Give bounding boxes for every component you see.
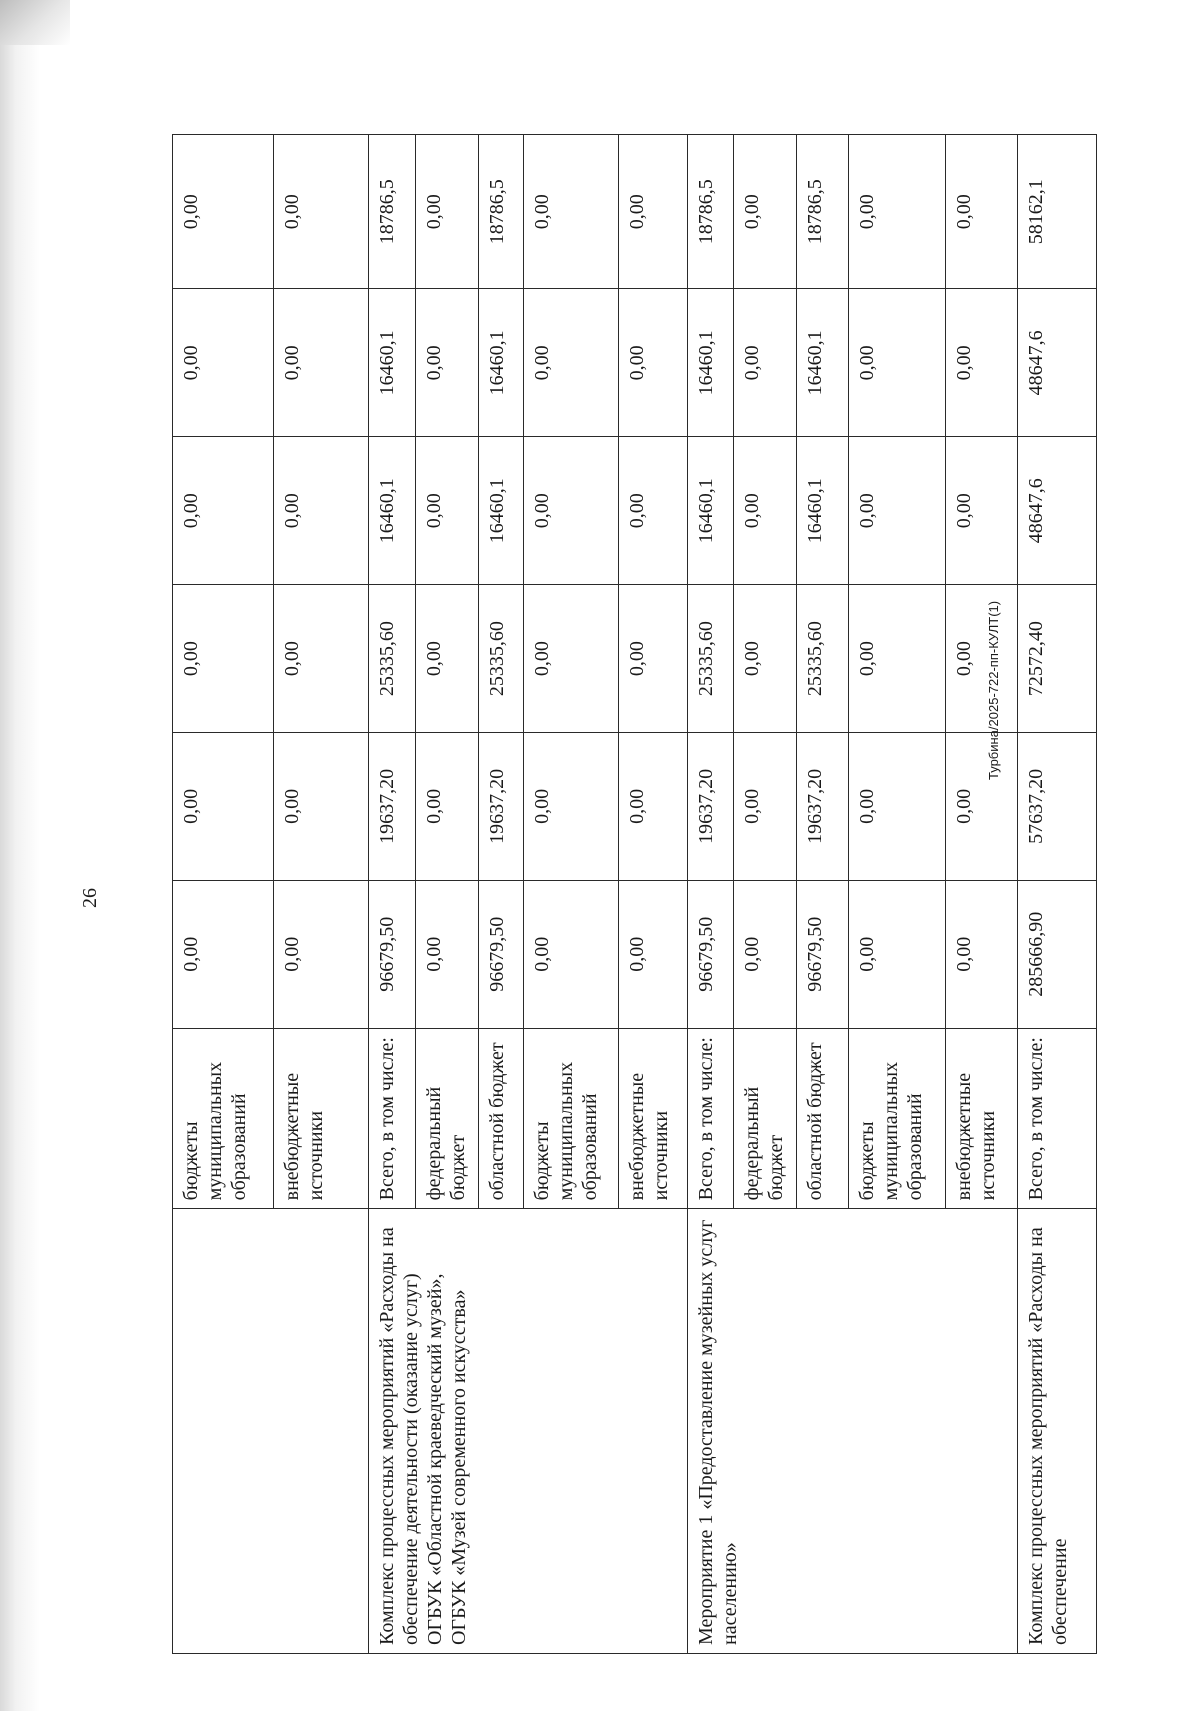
value-cell: 16460,1	[797, 289, 849, 437]
row-name-cell: Комплекс процессных мероприятий «Расходы на обеспечение	[1018, 1209, 1097, 1654]
source-cell: внебюджетные источники	[946, 1028, 1018, 1209]
value-cell: 96679,50	[478, 880, 523, 1028]
value-cell: 25335,60	[797, 585, 849, 733]
value-cell: 0,00	[734, 135, 797, 289]
value-cell: 0,00	[619, 135, 687, 289]
value-cell: 58162,1	[1018, 135, 1097, 289]
value-cell: 0,00	[274, 289, 369, 437]
value-cell: 0,00	[848, 437, 945, 585]
value-cell: 18786,5	[687, 135, 734, 289]
source-cell: бюджеты муниципальных образований	[848, 1028, 945, 1209]
value-cell: 16460,1	[478, 437, 523, 585]
source-cell: Всего, в том числе:	[687, 1028, 734, 1209]
value-cell: 0,00	[946, 437, 1018, 585]
value-cell: 0,00	[173, 585, 274, 733]
value-cell: 25335,60	[478, 585, 523, 733]
source-cell: внебюджетные источники	[619, 1028, 687, 1209]
value-cell: 0,00	[173, 880, 274, 1028]
value-cell: 16460,1	[478, 289, 523, 437]
value-cell: 0,00	[524, 880, 619, 1028]
value-cell: 0,00	[173, 437, 274, 585]
value-cell: 0,00	[946, 733, 1018, 881]
rotated-table-container	[172, 134, 1097, 1654]
row-name-cell	[173, 1209, 369, 1654]
value-cell: 0,00	[848, 289, 945, 437]
source-cell: внебюджетные источники	[274, 1028, 369, 1209]
value-cell: 0,00	[524, 437, 619, 585]
value-cell: 16460,1	[369, 289, 416, 437]
table-row	[1018, 135, 1097, 1654]
value-cell: 19637,20	[478, 733, 523, 881]
value-cell: 0,00	[415, 733, 478, 881]
value-cell: 0,00	[619, 585, 687, 733]
value-cell: 25335,60	[687, 585, 734, 733]
value-cell: 72572,40	[1018, 585, 1097, 733]
value-cell: 0,00	[848, 135, 945, 289]
value-cell: 18786,5	[369, 135, 416, 289]
source-cell: бюджеты муниципальных образований	[524, 1028, 619, 1209]
value-cell: 18786,5	[478, 135, 523, 289]
value-cell: 48647,6	[1018, 289, 1097, 437]
value-cell: 0,00	[848, 880, 945, 1028]
value-cell: 0,00	[274, 585, 369, 733]
source-cell: Всего, в том числе:	[369, 1028, 416, 1209]
value-cell: 0,00	[415, 289, 478, 437]
scan-edge-shadow	[0, 0, 40, 1711]
row-name-cell: Комплекс процессных мероприятий «Расходы на обеспечение деятельности (оказание услуг) ОГБУК «Областной краеведческий музей», ОГБУК «Музей современного искусства»	[369, 1209, 687, 1654]
value-cell: 0,00	[619, 880, 687, 1028]
value-cell: 0,00	[619, 437, 687, 585]
source-cell: областной бюджет	[478, 1028, 523, 1209]
value-cell: 0,00	[619, 733, 687, 881]
document-footer-code: Турбина/2025-722-пп-КУЛТ(1)	[986, 600, 1001, 780]
value-cell: 0,00	[848, 733, 945, 881]
value-cell: 0,00	[415, 135, 478, 289]
value-cell: 0,00	[274, 437, 369, 585]
value-cell: 0,00	[734, 289, 797, 437]
value-cell: 285666,90	[1018, 880, 1097, 1028]
value-cell: 0,00	[274, 135, 369, 289]
budget-table	[172, 134, 1097, 1654]
scan-corner-fold	[0, 0, 70, 45]
value-cell: 0,00	[173, 135, 274, 289]
value-cell: 0,00	[524, 135, 619, 289]
value-cell: 16460,1	[687, 289, 734, 437]
value-cell: 0,00	[415, 585, 478, 733]
page-number: 26	[79, 888, 101, 908]
value-cell: 18786,5	[797, 135, 849, 289]
source-cell: областной бюджет	[797, 1028, 849, 1209]
source-cell: федеральный бюджет	[734, 1028, 797, 1209]
value-cell: 16460,1	[797, 437, 849, 585]
value-cell: 0,00	[619, 289, 687, 437]
table-row	[687, 135, 734, 1654]
value-cell: 57637,20	[1018, 733, 1097, 881]
source-cell: бюджеты муниципальных образований	[173, 1028, 274, 1209]
source-cell: федеральный бюджет	[415, 1028, 478, 1209]
value-cell: 0,00	[524, 289, 619, 437]
value-cell: 0,00	[946, 585, 1018, 733]
table-row	[173, 135, 274, 1654]
value-cell: 25335,60	[369, 585, 416, 733]
value-cell: 0,00	[524, 733, 619, 881]
value-cell: 19637,20	[687, 733, 734, 881]
value-cell: 0,00	[848, 585, 945, 733]
value-cell: 0,00	[734, 437, 797, 585]
value-cell: 48647,6	[1018, 437, 1097, 585]
value-cell: 0,00	[946, 289, 1018, 437]
value-cell: 0,00	[734, 880, 797, 1028]
value-cell: 96679,50	[369, 880, 416, 1028]
value-cell: 0,00	[415, 437, 478, 585]
value-cell: 0,00	[734, 585, 797, 733]
value-cell: 0,00	[173, 289, 274, 437]
value-cell: 19637,20	[797, 733, 849, 881]
value-cell: 16460,1	[687, 437, 734, 585]
value-cell: 0,00	[734, 733, 797, 881]
value-cell: 0,00	[946, 880, 1018, 1028]
value-cell: 0,00	[415, 880, 478, 1028]
value-cell: 0,00	[274, 733, 369, 881]
value-cell: 16460,1	[369, 437, 416, 585]
source-cell: Всего, в том числе:	[1018, 1028, 1097, 1209]
value-cell: 0,00	[274, 880, 369, 1028]
value-cell: 0,00	[173, 733, 274, 881]
value-cell: 0,00	[946, 135, 1018, 289]
row-name-cell: Мероприятие 1 «Предоставление музейных услуг населению»	[687, 1209, 1018, 1654]
table-row	[369, 135, 416, 1654]
value-cell: 96679,50	[797, 880, 849, 1028]
value-cell: 19637,20	[369, 733, 416, 881]
value-cell: 96679,50	[687, 880, 734, 1028]
value-cell: 0,00	[524, 585, 619, 733]
